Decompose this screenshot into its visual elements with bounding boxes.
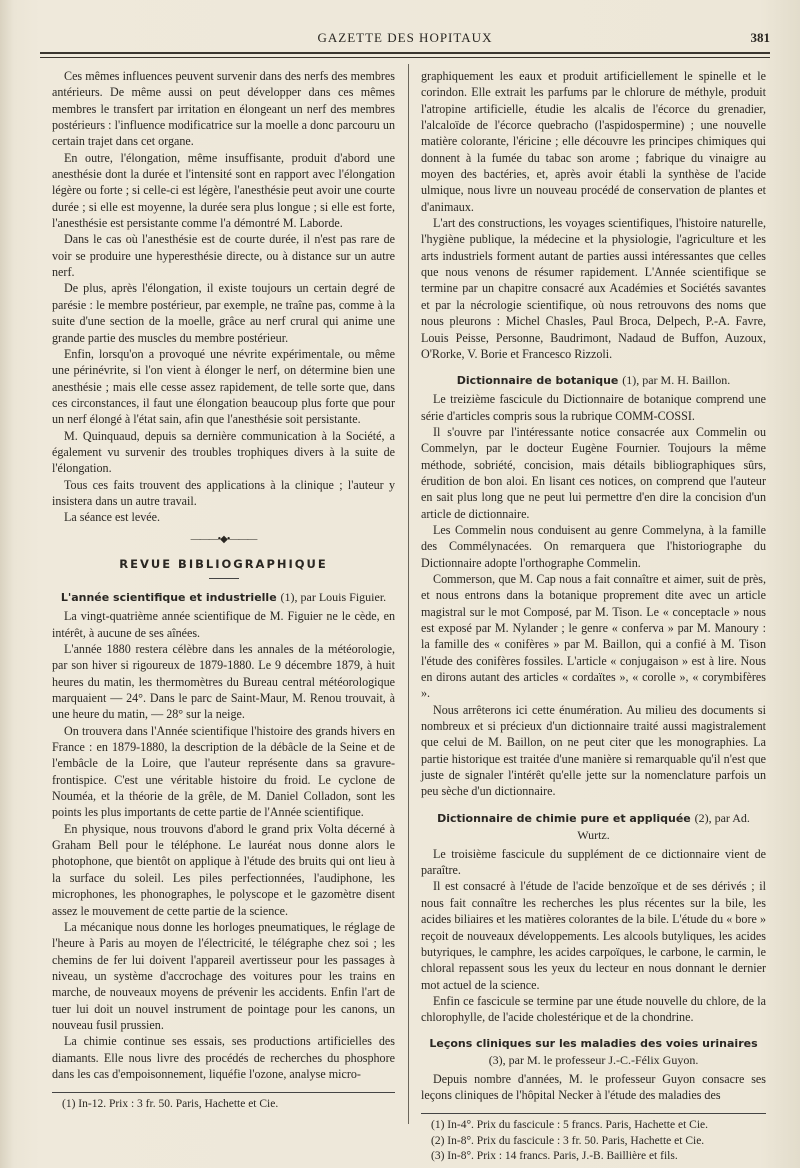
paragraph: En outre, l'élongation, même insuffisante, produit d'abord une anesthésie dont la durée et l'intensité sont en rapport avec l'élongation légère ou forte ; si celle-ci est légère, l'anesthésie peut avoir une courte durée ; si elle est moyenne, la durée sera plus longue ; si elle est forte, l'anesthésie est persistante comme l'a démontré M. Laborde.: [52, 150, 395, 231]
paragraph: Il s'ouvre par l'intéressante notice consacrée aux Commelin ou Commelyn, par le docteur Eugène Fournier. Toujours la même méthode, sobriété, concision, mais détails bibliographiques sûrs, érudition de bon aloi. En lisant ces notices, on comprend que l'auteur en sait plus long que ne peut lui permettre d'en dire la concision d'un article de dictionnaire.: [421, 424, 766, 521]
paragraph: On trouvera dans l'Année scientifique l'histoire des grands hivers en France : en 1879-1880, la description de la débâcle de la Seine et de l'embâcle de la Loire, que l'auteur représente dans sa gravure-frontispice. C'est une véritable histoire du froid. Le cyclone de Nouméa, et la théorie de la grêle, de M. Daniel Colladon, sont les points les plus importants de cette partie de l'Année scientifique.: [52, 723, 395, 820]
review-title: [421, 372, 766, 389]
right-column: [421, 68, 766, 1165]
paragraph: Commerson, que M. Cap nous a fait connaître et aimer, suit de près, et nous entrons dans la botanique proprement dite avec un article magistral sur le mot Composé, par M. Tison. Le « conceptacle » nous est exposé par M. Nylander ; le genre « conferva » par M. Manoury : la famille des « conifères » par M. Baillon, qui a confié à M. Tison l'étude des conifères fossiles. L'article « conjugaison » est à lire. Nous en dirons autant des articles « cordaïtes », « corolle », « corymbifères ».: [421, 571, 766, 701]
paragraph: M. Quinquaud, depuis sa dernière communication à la Société, a également vu survenir des troubles trophiques divers à la suite de l'élongation.: [52, 428, 395, 476]
review-title: [52, 589, 395, 606]
paragraph: La vingt-quatrième année scientifique de M. Figuier ne le cède, en intérêt, à aucune de ses aînées.: [52, 609, 395, 640]
review-title-text: Leçons cliniques sur les maladies des voies urinaires: [429, 1036, 758, 1050]
left-column: [52, 68, 395, 1113]
header-rule-thin: [40, 57, 770, 58]
page-header: [40, 30, 770, 50]
column-divider: [408, 64, 409, 1124]
paragraph: De plus, après l'élongation, il existe toujours un certain degré de parésie : le membre postérieur, par exemple, ne traîne pas, comme à la suite d'une section de la moelle, grâce au nerf crural qui anime une grande partie des muscles du membre postérieur.: [52, 281, 395, 345]
header-rule-thick: [40, 52, 770, 54]
paragraph: Les Commelin nous conduisent au genre Commelyna, à la famille des Commélynacées. On remarquera que l'historiographe du Dictionnaire adopte l'orthographe Commelin.: [421, 522, 766, 570]
divider: [209, 578, 239, 579]
paragraph: En physique, nous trouvons d'abord le grand prix Volta décerné à Graham Bell pour le téléphone. Le lauréat nous donne alors le photophone, que bientôt on applique à l'étude des bruits qui ont lieu à la surface du soleil. Les piles perfectionnées, l'audiphone, les microphones, les phonographes, le polyscope et le gazomètre disent assez le mouvement de cette partie de la science.: [52, 821, 395, 918]
footnote-area: [52, 1092, 395, 1113]
paragraph: La séance est levée.: [64, 510, 161, 525]
review-byline: (2), par Ad. Wurtz.: [577, 810, 750, 842]
review-title-text: L'année scientifique et industrielle: [60, 591, 277, 605]
review-byline: (1), par M. H. Baillon.: [622, 373, 731, 388]
footnote: (1) In-4°. Prix du fascicule : 5 francs. Paris, Hachette et Cie.: [431, 1119, 708, 1132]
section-ornament: ———•◆•———: [190, 533, 257, 545]
paragraph: Enfin ce fascicule se termine par une étude nouvelle du chlore, de la chlorophylle, de l'acide cholestérique et de la chondrine.: [421, 993, 766, 1025]
paragraph: Depuis nombre d'années, M. le professeur Guyon consacre ses leçons cliniques de l'hôpital Necker à l'étude des maladies des: [421, 1071, 766, 1102]
paragraph: Tous ces faits trouvent des applications à la clinique ; l'auteur y insistera dans un autre travail.: [52, 477, 395, 508]
paragraph: L'art des constructions, les voyages scientifiques, l'histoire naturelle, l'hygiène publique, la médecine et la physiologie, l'agriculture et les arts industriels forment autant de parties aussi intéressantes que celles que nous venons de résumer rapidement. L'Année scientifique se termine par un chapitre consacré aux Académies et Sociétés savantes et par la nécrologie scientifique, où nous retrouvons des noms que nous pleurons : Michel Chasles, Paul Broca, Delpech, P.-A. Favre, Louis Peisse, Personne, Baudrimont, Nadaud de Buffon, Auzoux, O'Rorke, V. Borie et Francesco Rizzoli.: [421, 216, 766, 361]
review-title-text: Dictionnaire de botanique: [456, 374, 619, 388]
review-title-text: Dictionnaire de chimie pure et appliquée: [437, 811, 691, 825]
paragraph: Enfin, lorsqu'on a provoqué une névrite expérimentale, ou même une périnévrite, si l'on vient à élonger le nerf, on détermine bien une anesthésie ; mais elle cesse assez rapidement, de telle sorte que, dans ces circonstances, il faut une élongation beaucoup plus forte que pour un nerf élongé à l'état sain, afin que l'anesthésie soit persistante.: [52, 346, 395, 427]
review-byline: (3), par M. le professeur J.-C.-Félix Guyon.: [488, 1052, 699, 1067]
footnote: (3) In-8°. Prix : 14 francs. Paris, J.-B. Baillière et fils.: [431, 1150, 678, 1163]
section-title: REVUE BIBLIOGRAPHIQUE: [119, 556, 328, 571]
review-title: [421, 810, 766, 844]
paragraph: graphiquement les eaux et produit artificiellement le spinelle et le corindon. Elle extrait les parfums par le chlorure de méthyle, produit l'atropine artificielle, étudie les alcalis de l'écorce du grenadier, l'alcaloïde de l'écorce quebracho (l'aspidospermine) ; une nouvelle matière colorante, l'éricine ; elle découvre les principes chimiques qui donnent à la fumée du tabac son arome ; fabrique du vinaigre au moyen des bactéries, et, après avoir établi la synthèse de l'acide ulmique, nous livre un nouveau procédé de conservation de plantes et d'animaux.: [421, 69, 766, 214]
paragraph: Le treizième fascicule du Dictionnaire de botanique comprend une série d'articles compris sous la rubrique COMM-COSSI.: [421, 392, 766, 423]
paragraph: L'année 1880 restera célèbre dans les annales de la météorologie, par son hiver si rigoureux de 1879-1880. Le 9 décembre 1879, à huit heures du matin, les thermomètres du Bureau central météorologique marquaient — 24°. Dans le parc de Saint-Maur, M. Renou trouvait, à une heure du matin, — 28° sur la neige.: [52, 642, 395, 722]
paragraph: Dans le cas où l'anesthésie est de courte durée, il n'est pas rare de voir se produire une hyperesthésie directe, ou à distance sur un autre nerf.: [52, 232, 395, 280]
review-byline: (1), par Louis Figuier.: [280, 590, 387, 605]
paragraph: Le troisième fascicule du supplément de ce dictionnaire vient de paraître.: [421, 846, 766, 878]
paragraph: Il est consacré à l'étude de l'acide benzoïque et de ses dérivés ; il nous fait connaître les recherches les plus récentes sur la bile, les acides biliaires et les matières colorantes de la bile. L'étude du « bore » reçoit de nouveaux développements. Les alcools butyliques, les acides butyriques, le camphre, les acides carpoïques, le carbone, le carmin, le chloral repassent sous les yeux du lecteur en nous donnant le dernier mot actuel de la science.: [421, 879, 766, 992]
paragraph: La mécanique nous donne les horloges pneumatiques, le réglage de l'heure à Paris au moyen de l'électricité, le télégraphe chez soi ; les chemins de fer lui doivent l'appareil avertisseur pour les passages à niveau, un système d'accrochage des voitures pour les trains en marche, de nouveaux moyens de prévenir les accidents. Enfin l'art de tuer lui doit un nouvel instrument de pointage pour les canons, un nouveau fusil prussien.: [52, 919, 395, 1032]
review-title: [421, 1036, 766, 1069]
footnote-area: [421, 1113, 766, 1165]
footnote: (1) In-12. Prix : 3 fr. 50. Paris, Hachette et Cie.: [62, 1098, 279, 1111]
footnote: (2) In-8°. Prix du fascicule : 3 fr. 50. Paris, Hachette et Cie.: [431, 1134, 705, 1147]
page-number: 381: [750, 30, 770, 45]
journal-title: GAZETTE DES HOPITAUX: [317, 30, 493, 45]
paragraph: Ces mêmes influences peuvent survenir dans des nerfs des membres antérieurs. De même aussi on peut développer dans ces mêmes membres le transfert par irritation en élongeant un nerf des membres postérieurs : l'influence modificatrice sur la moelle a donc parcouru un certain trajet dans cet organe.: [52, 69, 395, 149]
paragraph: La chimie continue ses essais, ses productions artificielles des diamants. Elle nous livre des procédés de recherches du phosphore dans les cas d'empoisonnement, liquéfie l'ozone, analyse micro-: [52, 1034, 395, 1081]
paragraph: Nous arrêterons ici cette énumération. Au milieu des documents si nombreux et si précieux d'un dictionnaire traité aussi magistralement que celui de M. Baillon, on ne peut citer que les monographies. La partie historique est traitée d'une manière si remarquable qu'il n'est que juste de signaler l'intérêt qu'elle jette sur la nomenclature parfois un peu sèche d'un dictionnaire.: [421, 702, 766, 799]
